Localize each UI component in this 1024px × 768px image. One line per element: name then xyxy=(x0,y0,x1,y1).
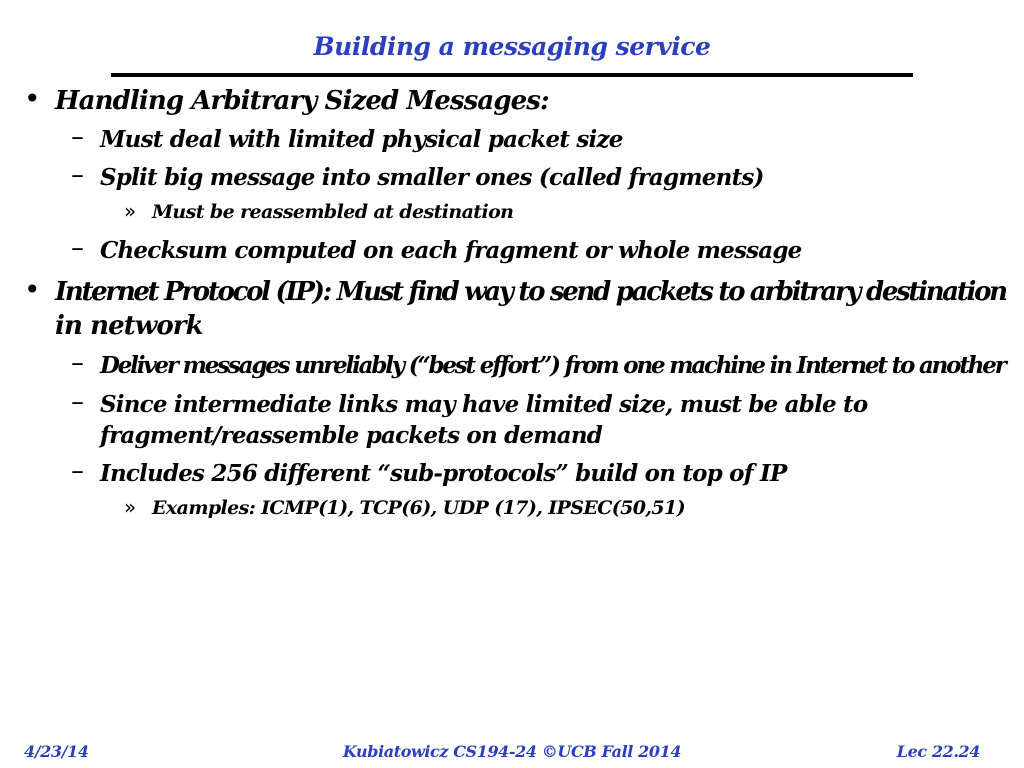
dash-glyph: – xyxy=(71,122,84,152)
bullet-internet-protocol-line2: in network xyxy=(55,311,203,341)
dash-glyph: – xyxy=(71,387,84,417)
subsub-glyph: » xyxy=(124,199,137,223)
footer-date: 4/23/14 xyxy=(24,742,89,761)
sub-bullet-intermediate-links-line1: Since intermediate links may have limited size, must be able to xyxy=(100,391,868,418)
subsub-glyph: » xyxy=(124,495,137,519)
bullet-glyph: • xyxy=(24,273,41,306)
sub-bullet-checksum: Checksum computed on each fragment or whole message xyxy=(100,237,802,264)
sub-bullet-deliver-unreliably: Deliver messages unreliably (“best effort”) from one machine in Internet to another xyxy=(100,352,1005,379)
dash-glyph: – xyxy=(71,233,84,263)
bullet-glyph: • xyxy=(24,82,41,115)
dash-glyph: – xyxy=(71,348,84,378)
sub-bullet-split-message: Split big message into smaller ones (called fragments) xyxy=(100,164,764,191)
footer-lecture-number: Lec 22.24 xyxy=(896,742,980,761)
dash-glyph: – xyxy=(71,160,84,190)
dash-glyph: – xyxy=(71,456,84,486)
slide-title: Building a messaging service xyxy=(313,32,711,61)
title-underline xyxy=(111,73,913,77)
bullet-internet-protocol-line1: Internet Protocol (IP): Must find way to send packets to arbitrary destination xyxy=(55,277,1006,307)
sub-bullet-intermediate-links-line2: fragment/reassemble packets on demand xyxy=(100,422,603,449)
subsub-bullet-examples: Examples: ICMP(1), TCP(6), UDP (17), IPSEC(50,51) xyxy=(152,497,686,519)
sub-bullet-sub-protocols: Includes 256 different “sub-protocols” build on top of IP xyxy=(100,460,787,487)
subsub-bullet-reassembled: Must be reassembled at destination xyxy=(152,201,514,223)
footer-course: Kubiatowicz CS194-24 ©UCB Fall 2014 xyxy=(342,742,682,761)
sub-bullet-packet-size: Must deal with limited physical packet size xyxy=(100,126,623,153)
bullet-handling-messages: Handling Arbitrary Sized Messages: xyxy=(55,86,549,116)
